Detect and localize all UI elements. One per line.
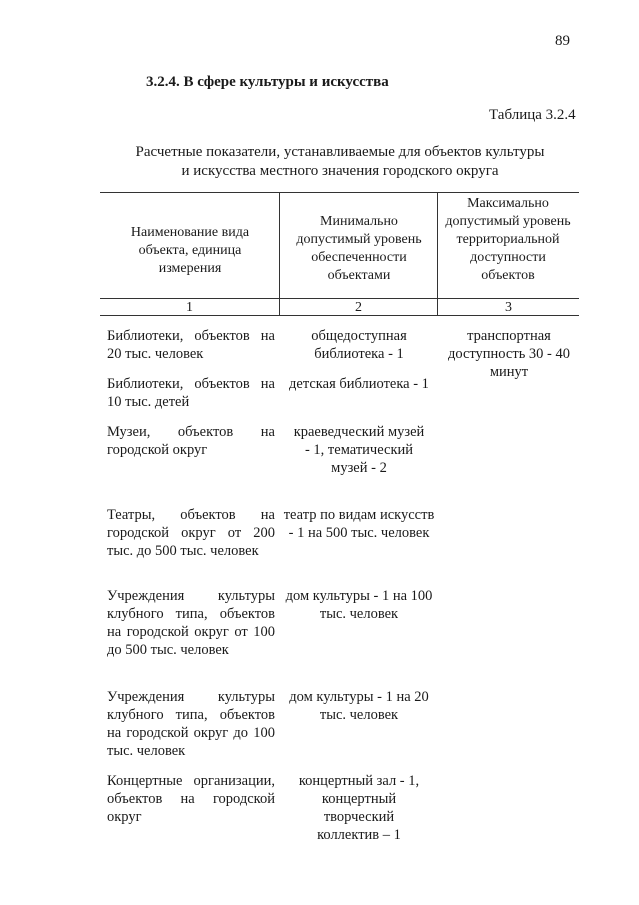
table-row-min-level: дом культуры - 1 на 100 тыс. человек bbox=[285, 588, 433, 622]
table-row-min-level: общедоступная библиотека - 1 bbox=[311, 328, 407, 362]
table-caption-line-2: и искусства местного значения городского округа bbox=[181, 163, 499, 179]
table-row-name: Театры, объектов на городской округ от 200 тыс. до 500 тыс. человек bbox=[107, 507, 275, 559]
table-caption bbox=[100, 143, 580, 181]
table-row-min-level: детская библиотека - 1 bbox=[289, 376, 429, 392]
table-row-max-access: транспортная доступность 30 - 40 минут bbox=[447, 328, 571, 380]
table-header-cell: Максимально допустимый уровень территориальной доступности объектов bbox=[445, 196, 571, 283]
table-header-cell: Минимально допустимый уровень обеспеченности объектами bbox=[296, 214, 422, 283]
table-row-name: Учреждения культуры клубного типа, объектов на городской округ до 100 тыс. человек bbox=[107, 689, 275, 759]
table-top-border bbox=[100, 192, 579, 193]
table-column-divider bbox=[279, 192, 280, 316]
table-row-min-level: краеведческий музей - 1, тематический музей - 2 bbox=[293, 424, 425, 476]
table-row-min-level: концертный зал - 1, концертный творческий коллектив – 1 bbox=[298, 773, 420, 843]
table-row-min-level: театр по видам искусств - 1 на 500 тыс. человек bbox=[283, 507, 435, 541]
page-number: 89 bbox=[555, 33, 570, 49]
table-row-min-level: дом культуры - 1 на 20 тыс. человек bbox=[289, 689, 429, 723]
section-heading: 3.2.4. В сфере культуры и искусства bbox=[146, 74, 389, 90]
table-row-name: Библиотеки, объектов на 20 тыс. человек bbox=[107, 328, 275, 362]
table-row-name: Музеи, объектов на городской округ bbox=[107, 424, 275, 458]
table-column-divider bbox=[437, 192, 438, 316]
table-row-name: Библиотеки, объектов на 10 тыс. детей bbox=[107, 376, 275, 410]
table-row-name: Учреждения культуры клубного типа, объектов на городской округ от 100 до 500 тыс. человек bbox=[107, 588, 275, 658]
table-caption-line-1: Расчетные показатели, устанавливаемые для объектов культуры bbox=[135, 144, 545, 160]
table-header-cell: Наименование вида объекта, единица измерения bbox=[130, 225, 250, 276]
table-column-number: 2 bbox=[355, 300, 362, 315]
table-column-number: 1 bbox=[186, 300, 193, 315]
table-number: Таблица 3.2.4 bbox=[489, 107, 576, 123]
table-row-name: Концертные организации, объектов на городской округ bbox=[107, 773, 275, 825]
table-numbers-divider bbox=[100, 315, 579, 316]
table-column-number: 3 bbox=[505, 300, 512, 315]
table-header-divider bbox=[100, 298, 579, 299]
